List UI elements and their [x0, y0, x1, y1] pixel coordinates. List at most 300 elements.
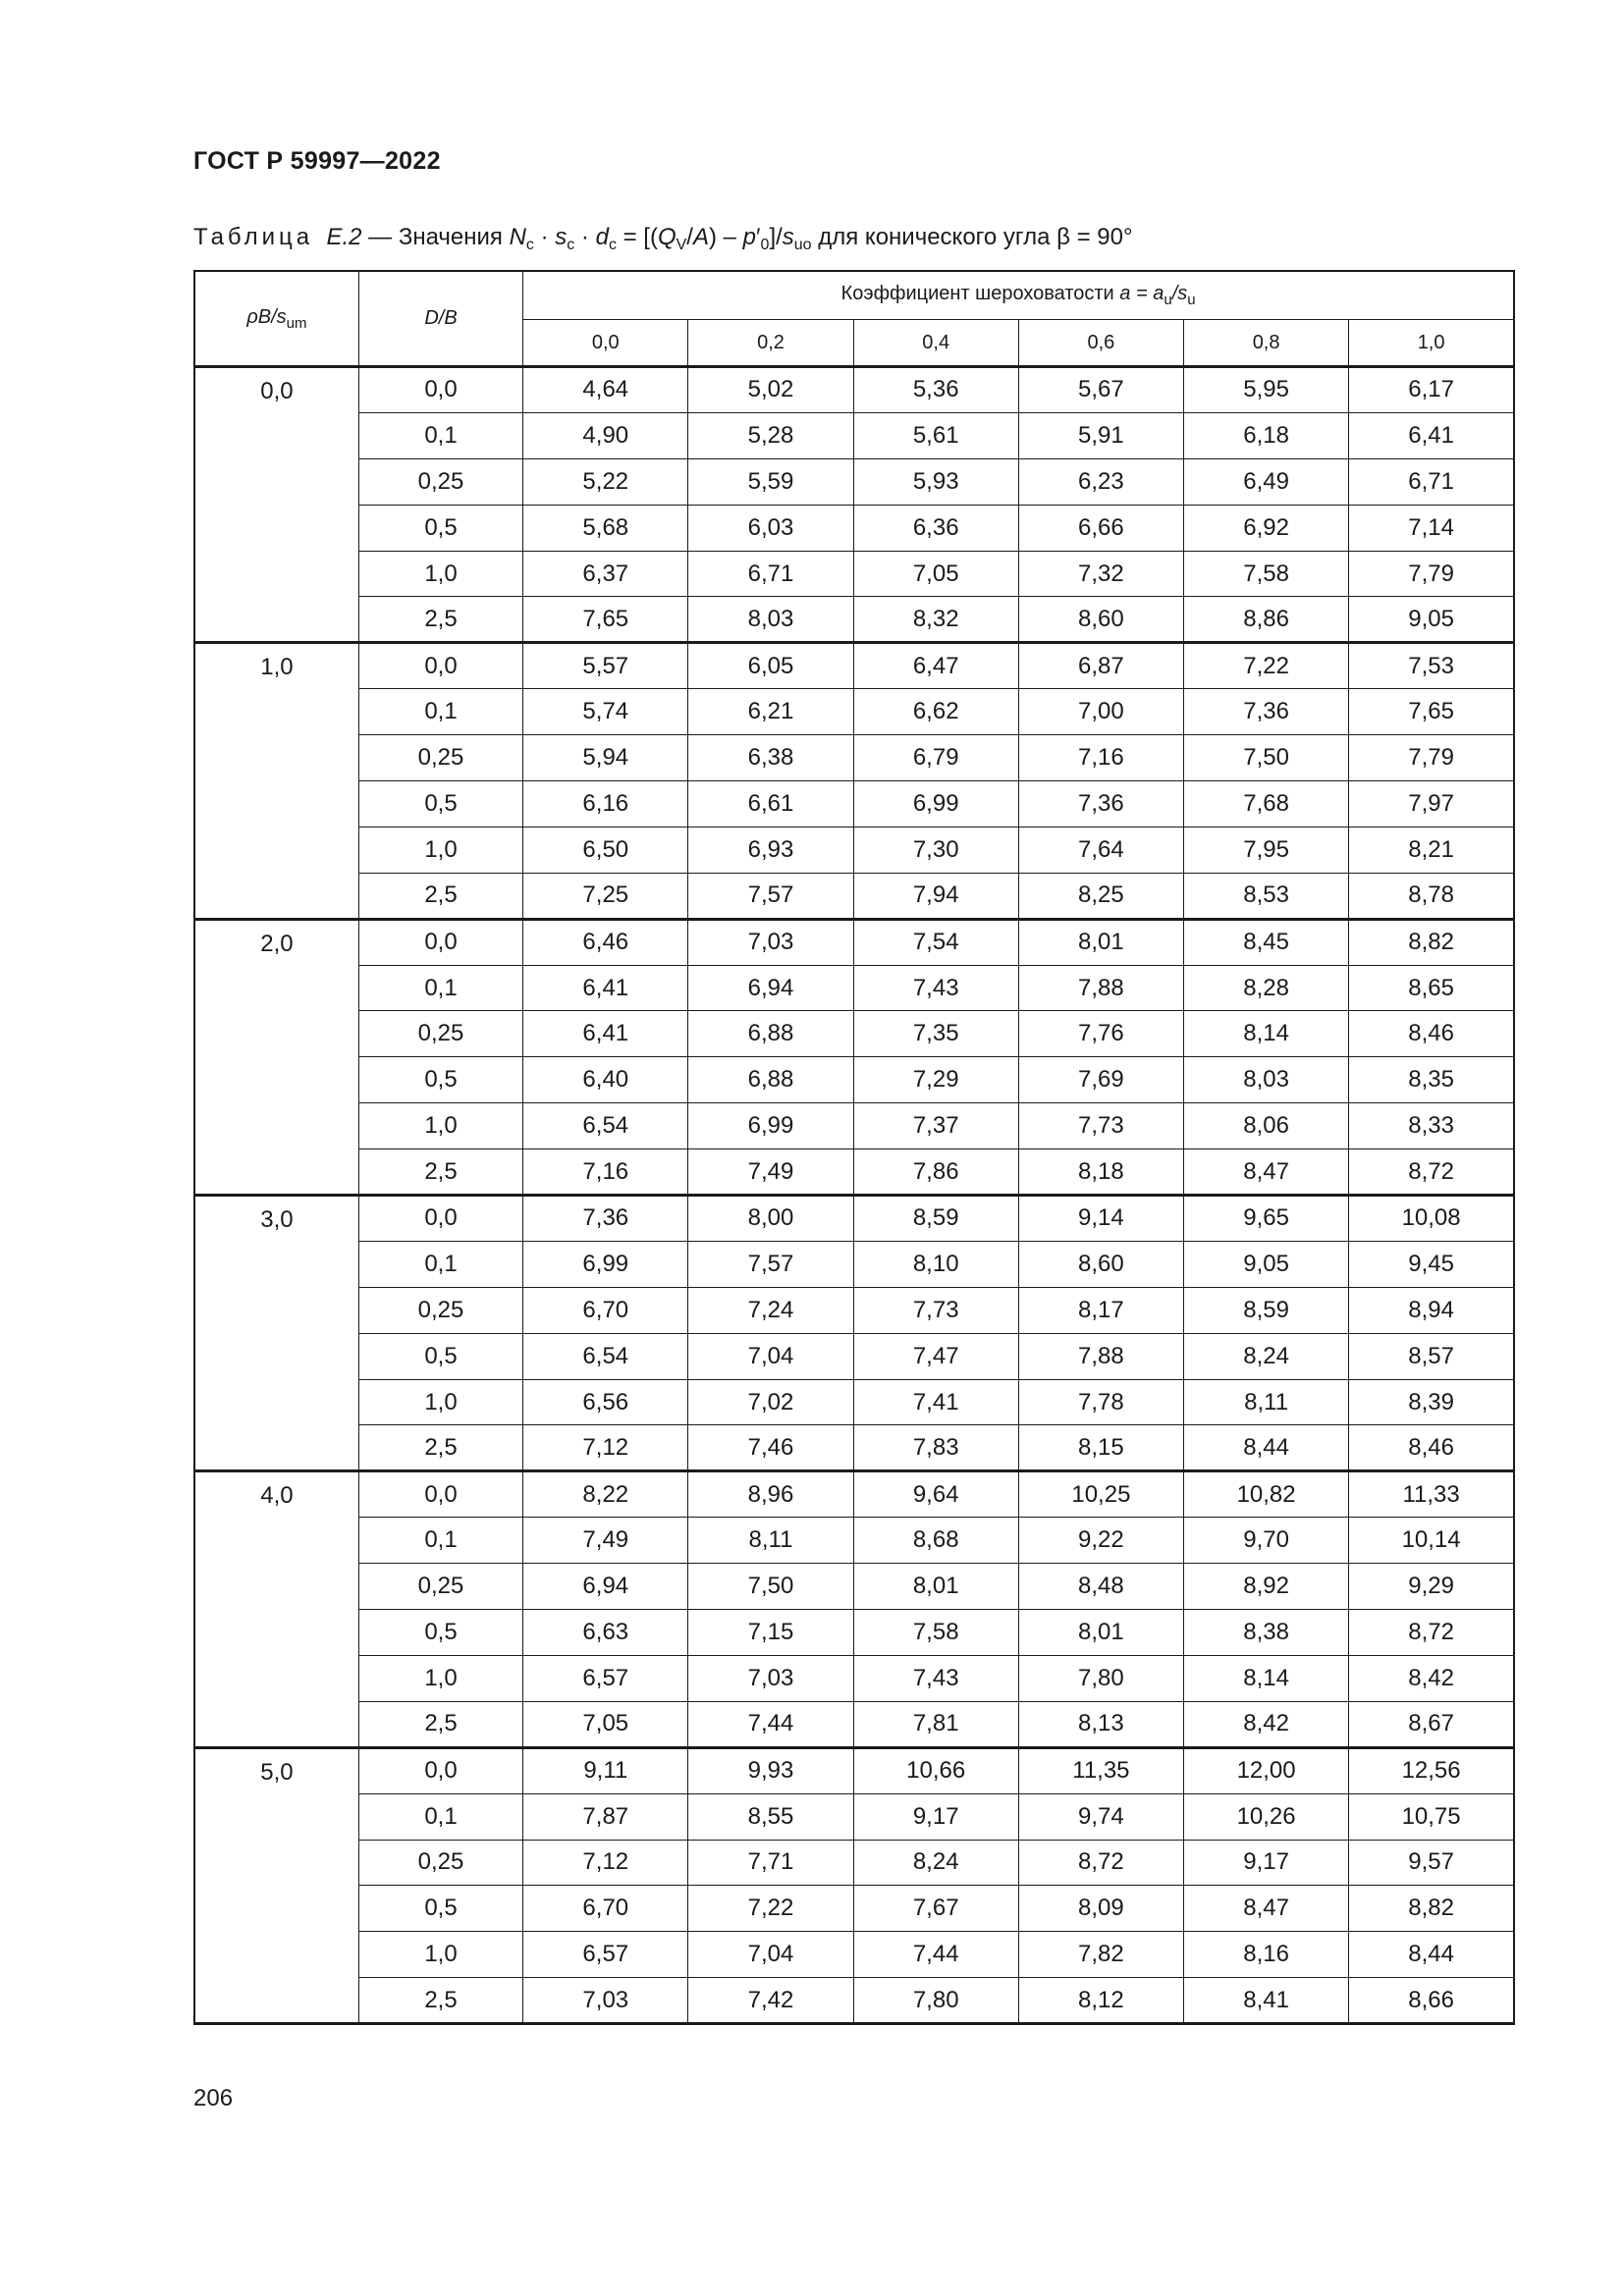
column-header-db: D/B: [358, 271, 522, 367]
value-cell: 8,72: [1349, 1149, 1514, 1196]
table-row: [194, 367, 1514, 413]
value-cell: 8,14: [1184, 1011, 1349, 1057]
value-cell: 8,10: [853, 1241, 1018, 1287]
value-cell: 7,78: [1018, 1379, 1183, 1425]
a-value-header: 0,2: [688, 320, 853, 367]
value-cell: 7,73: [1018, 1103, 1183, 1149]
value-cell: 6,71: [688, 551, 853, 597]
value-cell: 5,95: [1184, 367, 1349, 413]
value-cell: 7,94: [853, 873, 1018, 919]
value-cell: 8,55: [688, 1793, 853, 1840]
value-cell: 8,25: [1018, 873, 1183, 919]
table-row: [194, 1103, 1514, 1149]
a-value-header: 0,4: [853, 320, 1018, 367]
value-cell: 6,93: [688, 827, 853, 873]
db-cell: 2,5: [358, 597, 522, 643]
value-cell: 7,67: [853, 1886, 1018, 1932]
db-cell: 1,0: [358, 1932, 522, 1978]
rho-group-cell: 5,0: [194, 1747, 358, 2023]
value-cell: 5,22: [523, 458, 688, 505]
value-cell: 6,47: [853, 643, 1018, 689]
value-cell: 7,76: [1018, 1011, 1183, 1057]
value-cell: 5,02: [688, 367, 853, 413]
rho-group-cell: 4,0: [194, 1471, 358, 1747]
value-cell: 11,33: [1349, 1471, 1514, 1518]
value-cell: 10,75: [1349, 1793, 1514, 1840]
value-cell: 8,72: [1349, 1610, 1514, 1656]
value-cell: 5,61: [853, 412, 1018, 458]
a-value-header: 0,6: [1018, 320, 1183, 367]
table-row: [194, 1655, 1514, 1701]
value-cell: 10,82: [1184, 1471, 1349, 1518]
table-row: [194, 1932, 1514, 1978]
caption-number: E.2: [326, 224, 362, 250]
rho-group-cell: 0,0: [194, 367, 358, 643]
value-cell: 7,49: [523, 1518, 688, 1564]
value-cell: 8,86: [1184, 597, 1349, 643]
db-cell: 0,25: [358, 1564, 522, 1610]
value-cell: 6,03: [688, 505, 853, 551]
db-cell: 0,5: [358, 505, 522, 551]
value-cell: 7,12: [523, 1425, 688, 1471]
value-cell: 7,12: [523, 1840, 688, 1886]
value-cell: 7,36: [523, 1196, 688, 1242]
db-cell: 2,5: [358, 1425, 522, 1471]
value-cell: 7,73: [853, 1287, 1018, 1333]
table-row: [194, 1333, 1514, 1379]
value-cell: 6,36: [853, 505, 1018, 551]
value-cell: 6,56: [523, 1379, 688, 1425]
value-cell: 6,99: [853, 781, 1018, 828]
value-cell: 8,44: [1349, 1932, 1514, 1978]
table-row: [194, 505, 1514, 551]
value-cell: 8,38: [1184, 1610, 1349, 1656]
value-cell: 7,05: [523, 1701, 688, 1747]
value-cell: 8,15: [1018, 1425, 1183, 1471]
value-cell: 9,05: [1349, 597, 1514, 643]
value-cell: 6,21: [688, 689, 853, 735]
value-cell: 9,74: [1018, 1793, 1183, 1840]
value-cell: 6,57: [523, 1655, 688, 1701]
table-row: [194, 1287, 1514, 1333]
value-cell: 8,41: [1184, 1978, 1349, 2024]
table-row: [194, 1011, 1514, 1057]
value-cell: 8,67: [1349, 1701, 1514, 1747]
value-cell: 10,66: [853, 1747, 1018, 1793]
value-cell: 8,47: [1184, 1886, 1349, 1932]
value-cell: 7,14: [1349, 505, 1514, 551]
value-cell: 7,16: [523, 1149, 688, 1196]
table-row: [194, 1196, 1514, 1242]
db-cell: 0,25: [358, 458, 522, 505]
db-cell: 0,1: [358, 689, 522, 735]
value-cell: 6,37: [523, 551, 688, 597]
value-cell: 6,70: [523, 1886, 688, 1932]
value-cell: 8,48: [1018, 1564, 1183, 1610]
value-cell: 5,74: [523, 689, 688, 735]
a-value-header: 0,0: [523, 320, 688, 367]
value-cell: 6,54: [523, 1333, 688, 1379]
value-cell: 10,25: [1018, 1471, 1183, 1518]
value-cell: 7,47: [853, 1333, 1018, 1379]
table-row: [194, 1701, 1514, 1747]
value-cell: 8,44: [1184, 1425, 1349, 1471]
db-cell: 0,1: [358, 965, 522, 1011]
value-cell: 9,64: [853, 1471, 1018, 1518]
value-cell: 7,05: [853, 551, 1018, 597]
value-cell: 5,28: [688, 412, 853, 458]
value-cell: 8,01: [1018, 919, 1183, 965]
value-cell: 6,99: [523, 1241, 688, 1287]
caption-label: Таблица: [193, 224, 314, 250]
value-cell: 10,08: [1349, 1196, 1514, 1242]
value-cell: 7,82: [1018, 1932, 1183, 1978]
table-row: [194, 1564, 1514, 1610]
document-header: ГОСТ Р 59997—2022: [193, 147, 441, 175]
value-cell: 5,91: [1018, 412, 1183, 458]
value-cell: 6,63: [523, 1610, 688, 1656]
value-cell: 6,66: [1018, 505, 1183, 551]
value-cell: 8,92: [1184, 1564, 1349, 1610]
value-cell: 7,58: [853, 1610, 1018, 1656]
value-cell: 12,56: [1349, 1747, 1514, 1793]
value-cell: 7,25: [523, 873, 688, 919]
value-cell: 7,41: [853, 1379, 1018, 1425]
value-cell: 8,82: [1349, 1886, 1514, 1932]
value-cell: 6,23: [1018, 458, 1183, 505]
db-cell: 0,0: [358, 1747, 522, 1793]
value-cell: 7,35: [853, 1011, 1018, 1057]
value-cell: 6,79: [853, 735, 1018, 781]
value-cell: 7,02: [688, 1379, 853, 1425]
value-cell: 6,62: [853, 689, 1018, 735]
table-row: [194, 412, 1514, 458]
value-cell: 7,32: [1018, 551, 1183, 597]
value-cell: 8,21: [1349, 827, 1514, 873]
value-cell: 4,64: [523, 367, 688, 413]
value-cell: 9,14: [1018, 1196, 1183, 1242]
db-cell: 1,0: [358, 1379, 522, 1425]
value-cell: 8,78: [1349, 873, 1514, 919]
a-value-header: 1,0: [1349, 320, 1514, 367]
table-row: [194, 827, 1514, 873]
value-cell: 7,81: [853, 1701, 1018, 1747]
value-cell: 6,94: [523, 1564, 688, 1610]
value-cell: 7,37: [853, 1103, 1018, 1149]
value-cell: 6,49: [1184, 458, 1349, 505]
value-cell: 7,54: [853, 919, 1018, 965]
value-cell: 7,80: [1018, 1655, 1183, 1701]
value-cell: 8,11: [688, 1518, 853, 1564]
table-row: [194, 919, 1514, 965]
value-cell: 7,04: [688, 1333, 853, 1379]
value-cell: 8,18: [1018, 1149, 1183, 1196]
value-cell: 6,88: [688, 1057, 853, 1103]
value-cell: 8,35: [1349, 1057, 1514, 1103]
value-cell: 8,01: [1018, 1610, 1183, 1656]
value-cell: 8,09: [1018, 1886, 1183, 1932]
value-cell: 5,67: [1018, 367, 1183, 413]
table-row: [194, 1747, 1514, 1793]
db-cell: 0,5: [358, 1610, 522, 1656]
value-cell: 6,05: [688, 643, 853, 689]
table-row: [194, 643, 1514, 689]
value-cell: 8,59: [1184, 1287, 1349, 1333]
table-row: [194, 781, 1514, 828]
table-row: [194, 1518, 1514, 1564]
value-cell: 7,68: [1184, 781, 1349, 828]
table-row: [194, 735, 1514, 781]
table-row: [194, 458, 1514, 505]
rho-group-cell: 2,0: [194, 919, 358, 1195]
caption-text-after: для конического угла β = 90°: [811, 224, 1133, 250]
value-cell: 11,35: [1018, 1747, 1183, 1793]
value-cell: 8,24: [853, 1840, 1018, 1886]
value-cell: 7,80: [853, 1978, 1018, 2024]
value-cell: 7,46: [688, 1425, 853, 1471]
db-cell: 0,25: [358, 1287, 522, 1333]
value-cell: 8,59: [853, 1196, 1018, 1242]
caption-formula: $N_c \cdot s_c \cdot d_c = [(Q_V/A) - p'_0]/s_{uo}$: [509, 224, 812, 253]
value-cell: 8,03: [688, 597, 853, 643]
value-cell: 7,79: [1349, 735, 1514, 781]
table-row: [194, 965, 1514, 1011]
db-cell: 2,5: [358, 1978, 522, 2024]
a-value-header: 0,8: [1184, 320, 1349, 367]
table-row: [194, 689, 1514, 735]
value-cell: 5,36: [853, 367, 1018, 413]
value-cell: 5,94: [523, 735, 688, 781]
value-cell: 7,50: [688, 1564, 853, 1610]
value-cell: 9,17: [853, 1793, 1018, 1840]
value-cell: 10,26: [1184, 1793, 1349, 1840]
value-cell: 8,13: [1018, 1701, 1183, 1747]
db-cell: 0,5: [358, 1886, 522, 1932]
value-cell: 8,46: [1349, 1011, 1514, 1057]
value-cell: 7,44: [853, 1932, 1018, 1978]
db-cell: 1,0: [358, 551, 522, 597]
value-cell: 8,12: [1018, 1978, 1183, 2024]
value-cell: 7,03: [688, 919, 853, 965]
value-cell: 8,06: [1184, 1103, 1349, 1149]
value-cell: 12,00: [1184, 1747, 1349, 1793]
value-cell: 7,03: [688, 1655, 853, 1701]
value-cell: 6,18: [1184, 412, 1349, 458]
value-cell: 9,57: [1349, 1840, 1514, 1886]
db-cell: 0,0: [358, 1471, 522, 1518]
value-cell: 7,00: [1018, 689, 1183, 735]
db-cell: 0,5: [358, 1333, 522, 1379]
value-cell: 8,22: [523, 1471, 688, 1518]
value-cell: 6,94: [688, 965, 853, 1011]
value-cell: 8,66: [1349, 1978, 1514, 2024]
value-cell: 6,41: [1349, 412, 1514, 458]
value-cell: 9,22: [1018, 1518, 1183, 1564]
value-cell: 7,49: [688, 1149, 853, 1196]
value-cell: 6,88: [688, 1011, 853, 1057]
value-cell: 6,41: [523, 1011, 688, 1057]
value-cell: 7,43: [853, 1655, 1018, 1701]
db-cell: 0,0: [358, 367, 522, 413]
value-cell: 7,43: [853, 965, 1018, 1011]
value-cell: 6,92: [1184, 505, 1349, 551]
value-cell: 8,01: [853, 1564, 1018, 1610]
value-cell: 7,88: [1018, 965, 1183, 1011]
column-group-header: Коэффициент шероховатости $a = a_u/s_u$: [523, 271, 1514, 320]
db-cell: 0,25: [358, 735, 522, 781]
value-cell: 7,88: [1018, 1333, 1183, 1379]
db-cell: 1,0: [358, 827, 522, 873]
db-cell: 2,5: [358, 1701, 522, 1747]
column-header-rho: $\rho B/s_{um}$: [194, 271, 358, 367]
value-cell: 7,58: [1184, 551, 1349, 597]
table-row: [194, 1379, 1514, 1425]
value-cell: 6,50: [523, 827, 688, 873]
value-cell: 8,57: [1349, 1333, 1514, 1379]
value-cell: 6,71: [1349, 458, 1514, 505]
db-cell: 0,0: [358, 643, 522, 689]
db-cell: 2,5: [358, 1149, 522, 1196]
value-cell: 6,17: [1349, 367, 1514, 413]
db-cell: 0,5: [358, 1057, 522, 1103]
value-cell: 6,99: [688, 1103, 853, 1149]
value-cell: 7,64: [1018, 827, 1183, 873]
value-cell: 8,53: [1184, 873, 1349, 919]
value-cell: 7,97: [1349, 781, 1514, 828]
db-cell: 0,1: [358, 412, 522, 458]
table-caption: [193, 224, 1133, 251]
data-table: [193, 270, 1515, 2025]
value-cell: 6,40: [523, 1057, 688, 1103]
db-cell: 0,5: [358, 781, 522, 828]
value-cell: 5,59: [688, 458, 853, 505]
table-row: [194, 1057, 1514, 1103]
value-cell: 8,94: [1349, 1287, 1514, 1333]
value-cell: 9,65: [1184, 1196, 1349, 1242]
value-cell: 5,68: [523, 505, 688, 551]
table-row: [194, 1793, 1514, 1840]
value-cell: 7,87: [523, 1793, 688, 1840]
value-cell: 9,29: [1349, 1564, 1514, 1610]
value-cell: 7,69: [1018, 1057, 1183, 1103]
value-cell: 8,42: [1184, 1701, 1349, 1747]
value-cell: 8,65: [1349, 965, 1514, 1011]
value-cell: 7,36: [1184, 689, 1349, 735]
value-cell: 7,71: [688, 1840, 853, 1886]
value-cell: 8,47: [1184, 1149, 1349, 1196]
value-cell: 6,54: [523, 1103, 688, 1149]
value-cell: 7,86: [853, 1149, 1018, 1196]
value-cell: 7,03: [523, 1978, 688, 2024]
value-cell: 8,33: [1349, 1103, 1514, 1149]
value-cell: 8,46: [1349, 1425, 1514, 1471]
caption-text-before: Значения: [398, 224, 510, 250]
value-cell: 7,83: [853, 1425, 1018, 1471]
value-cell: 7,22: [1184, 643, 1349, 689]
value-cell: 8,39: [1349, 1379, 1514, 1425]
value-cell: 7,65: [1349, 689, 1514, 735]
db-cell: 1,0: [358, 1655, 522, 1701]
value-cell: 8,24: [1184, 1333, 1349, 1379]
db-cell: 0,0: [358, 919, 522, 965]
table-row: [194, 1425, 1514, 1471]
value-cell: 7,22: [688, 1886, 853, 1932]
table-row: [194, 551, 1514, 597]
value-cell: 6,57: [523, 1932, 688, 1978]
value-cell: 7,29: [853, 1057, 1018, 1103]
value-cell: 7,15: [688, 1610, 853, 1656]
value-cell: 9,70: [1184, 1518, 1349, 1564]
caption-dash: —: [361, 224, 399, 250]
page-number: 206: [193, 2085, 234, 2111]
value-cell: 7,50: [1184, 735, 1349, 781]
value-cell: 8,03: [1184, 1057, 1349, 1103]
db-cell: 0,0: [358, 1196, 522, 1242]
value-cell: 9,17: [1184, 1840, 1349, 1886]
value-cell: 7,42: [688, 1978, 853, 2024]
value-cell: 7,04: [688, 1932, 853, 1978]
value-cell: 6,46: [523, 919, 688, 965]
value-cell: 9,11: [523, 1747, 688, 1793]
value-cell: 8,96: [688, 1471, 853, 1518]
value-cell: 8,28: [1184, 965, 1349, 1011]
value-cell: 8,00: [688, 1196, 853, 1242]
db-cell: 0,25: [358, 1011, 522, 1057]
value-cell: 6,87: [1018, 643, 1183, 689]
table-row: [194, 1241, 1514, 1287]
value-cell: 8,60: [1018, 1241, 1183, 1287]
db-cell: 2,5: [358, 873, 522, 919]
value-cell: 9,45: [1349, 1241, 1514, 1287]
db-cell: 0,1: [358, 1518, 522, 1564]
value-cell: 4,90: [523, 412, 688, 458]
value-cell: 8,14: [1184, 1655, 1349, 1701]
value-cell: 6,70: [523, 1287, 688, 1333]
value-cell: 8,68: [853, 1518, 1018, 1564]
value-cell: 7,95: [1184, 827, 1349, 873]
value-cell: 6,38: [688, 735, 853, 781]
table-row: [194, 1840, 1514, 1886]
table-row: [194, 1149, 1514, 1196]
value-cell: 8,32: [853, 597, 1018, 643]
table-row: [194, 873, 1514, 919]
value-cell: 10,14: [1349, 1518, 1514, 1564]
value-cell: 8,11: [1184, 1379, 1349, 1425]
value-cell: 6,61: [688, 781, 853, 828]
value-cell: 8,16: [1184, 1932, 1349, 1978]
value-cell: 7,79: [1349, 551, 1514, 597]
rho-group-cell: 3,0: [194, 1196, 358, 1471]
value-cell: 9,05: [1184, 1241, 1349, 1287]
value-cell: 8,42: [1349, 1655, 1514, 1701]
db-cell: 0,25: [358, 1840, 522, 1886]
value-cell: 7,53: [1349, 643, 1514, 689]
value-cell: 8,82: [1349, 919, 1514, 965]
db-cell: 1,0: [358, 1103, 522, 1149]
value-cell: 8,72: [1018, 1840, 1183, 1886]
value-cell: 7,65: [523, 597, 688, 643]
value-cell: 8,17: [1018, 1287, 1183, 1333]
value-cell: 7,57: [688, 873, 853, 919]
value-cell: 7,16: [1018, 735, 1183, 781]
table-row: [194, 1886, 1514, 1932]
db-cell: 0,1: [358, 1793, 522, 1840]
value-cell: 6,16: [523, 781, 688, 828]
db-cell: 0,1: [358, 1241, 522, 1287]
value-cell: 7,24: [688, 1287, 853, 1333]
value-cell: 7,57: [688, 1241, 853, 1287]
value-cell: 5,93: [853, 458, 1018, 505]
